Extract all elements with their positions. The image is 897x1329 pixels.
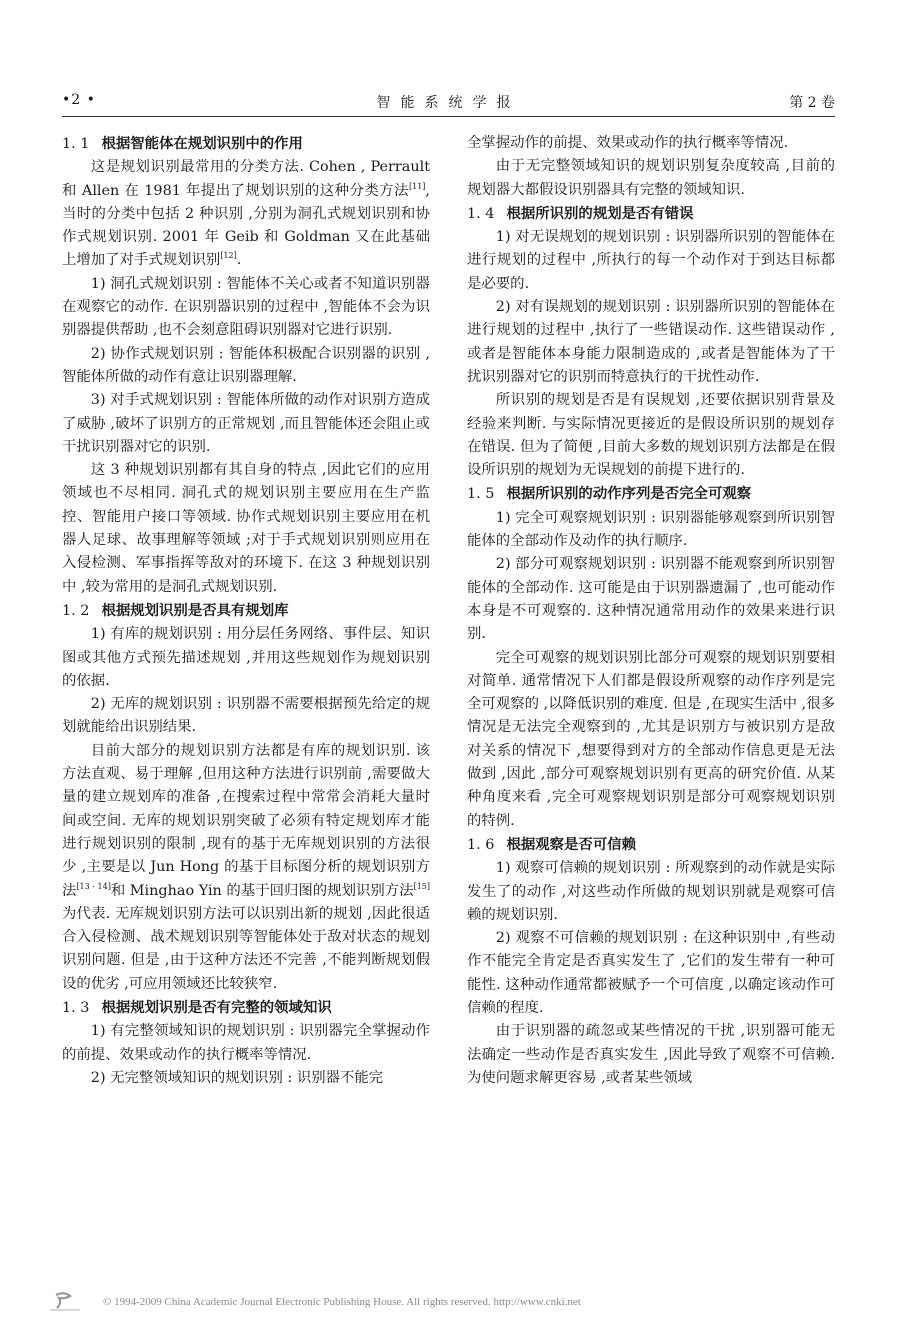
- section-number: 1. 6: [467, 836, 495, 853]
- running-header: [62, 92, 835, 114]
- section-title: 根据智能体在规划识别中的作用: [101, 135, 303, 152]
- paragraph: 1) 对无误规划的规划识别 : 识别器所识别的智能体在进行规划的过程中 ,所执行的每一个动作对于到达目标都是必要的.: [467, 229, 835, 292]
- section-title: 根据所识别的规划是否有错误: [506, 204, 694, 222]
- paragraph: 2) 无完整领域知识的规划识别 : 识别器不能完: [90, 1069, 384, 1086]
- paragraph: 完全可观察的规划识别比部分可观察的规划识别要相对简单. 通常情况下人们都是假设所观察的动作序列是完全可观察的 ,以降低识别的难度. 但是 ,在现实生活中 ,很多情况是无法完全观察到的 ,尤其是识别方与被识别方是敌对关系的情况下 ,想要得到对方的全部动作信息更是无法做到 ,因此 ,部分可观察规划识别有更高的研究价值. 从某种角度来看 ,完全可观察规划识别是部分可观察规划识别的特例.: [467, 649, 835, 829]
- citation-ref: [12]: [220, 251, 237, 261]
- section-number: 1. 3: [62, 999, 90, 1016]
- paragraph: 2) 无库的规划识别 : 识别器不需要根据预先给定的规划就能给出识别结果.: [62, 696, 430, 736]
- journal-name: 智能系统学报: [376, 95, 521, 111]
- text-run: .: [236, 252, 242, 269]
- paragraph: [62, 740, 430, 996]
- section-number: 1. 4: [467, 205, 495, 222]
- right-column: [467, 132, 835, 1282]
- paragraph: 2) 观察不可信赖的规划识别 : 在这种识别中 ,有些动作不能完全肯定是否真实发生了 ,它们的发生带有一种可能性. 这种动作通常都被赋予一个可信度 ,以确定该动作可信赖的程度.: [467, 930, 835, 1016]
- section-title: 根据所识别的动作序列是否完全可观察: [506, 485, 752, 503]
- header-rule: [62, 116, 835, 117]
- section-number: 1. 5: [467, 486, 495, 503]
- paragraph: 2) 部分可观察规划识别 : 识别器不能观察到所识别智能体的全部动作. 这可能是由于识别器遗漏了 ,也可能动作本身是不可观察的. 这种情况通常用动作的效果来进行识别.: [467, 556, 835, 643]
- paragraph: 1) 完全可观察规划识别 : 识别器能够观察到所识别智能体的全部动作及动作的执行顺序.: [467, 509, 835, 550]
- section-heading-1-2: [62, 599, 430, 623]
- paragraph: 由于识别器的疏忽或某些情况的干扰 ,识别器可能无法确定一些动作是否真实发生 ,因此导致了观察不可信赖. 为使问题求解更容易 ,或者某些领域: [467, 1023, 835, 1086]
- section-title: 根据规划识别是否有完整的领域知识: [101, 998, 332, 1016]
- section-heading-1-5: [467, 482, 835, 506]
- paragraph: 这 3 种规划识别都有其自身的特点 ,因此它们的应用领域也不尽相同. 洞孔式的规划识别主要应用在生产监控、智能用户接口等领域. 协作式规划识别主要应用在机器人足球、故事理解等领域 ;对于手式规划识别则应用在入侵检测、军事指挥等敌对的环境下. 在这 3 种规划识别中 ,较为常用的是洞孔式规划识别.: [62, 462, 430, 595]
- paragraph: 1) 洞孔式规划识别 : 智能体不关心或者不知道识别器在观察它的动作. 在识别器识别的过程中 ,智能体不会为识别器提供帮助 ,也不会刻意阻碍识别器对它进行识别.: [62, 275, 430, 339]
- section-number: 1. 1: [62, 136, 90, 152]
- section-title: 根据规划识别是否具有规划库: [101, 601, 289, 619]
- copyright-text: © 1994-2009 China Academic Journal Electronic Publishing House. All rights reserved. http://www.cnki.net: [103, 1296, 581, 1308]
- page-number: •2 •: [62, 92, 96, 108]
- text-run: 这是规划识别最常用的分类方法. Cohen , Perrault 和 Allen 在 1981 年提出了规划识别的这种分类方法: [62, 159, 430, 199]
- paragraph: 1) 有完整领域知识的规划识别 : 识别器完全掌握动作的前提、效果或动作的执行概率等情况.: [62, 1023, 430, 1063]
- text-run: 和 Minghao Yin 的基于回归图的规划识别方法: [110, 882, 414, 899]
- copyright-footer: [48, 1291, 848, 1315]
- section-heading-1-3: [62, 996, 430, 1020]
- text-run: 为代表. 无库规划识别方法可以识别出新的规划 ,因此很适合入侵检测、战术规划识别等智能体处于敌对状态的规划识别问题. 但是 ,由于这种方法还不完善 ,不能判断规划假设的优劣 ,可应用领域还比较狭窄.: [62, 905, 430, 992]
- section-heading-1-4: [467, 202, 835, 226]
- paragraph: 1) 观察可信赖的规划识别 : 所观察到的动作就是实际发生了的动作 ,对这些动作所做的规划识别就是观察可信赖的规划识别.: [467, 860, 835, 923]
- paragraph: 所识别的规划是否是有误规划 ,还要依据识别背景及经验来判断. 与实际情况更接近的是假设所识别的规划存在错误. 但为了简便 ,目前大多数的规划识别方法都是在假设所识别的规划为无误规划的前提下进行的.: [467, 392, 835, 479]
- paragraph: 3) 对手式规划识别 : 智能体所做的动作对识别方造成了威胁 ,破坏了识别方的正常规划 ,而且智能体还会阻止或干扰识别器对它的识别.: [62, 392, 430, 455]
- volume-label: 第 2 卷: [789, 95, 835, 111]
- section-heading-1-6: [467, 833, 835, 857]
- cnki-logo-icon: [48, 1291, 82, 1313]
- section-heading-1-1: [62, 132, 430, 156]
- citation-ref: [13 - 14]: [76, 881, 111, 891]
- text-run: 目前大部分的规划识别方法都是有库的规划识别. 该方法直观、易于理解 ,但用这种方法进行识别前 ,需要做大量的建立规划库的准备 ,在搜索过程中常常会消耗大量时间或空间. 无库的规划识别突破了必须有特定规划库才能进行规划识别的限制 ,现有的基于无库规划识别的方法很少 ,主要是以 Jun Hong 的基于目标图分析的规划识别方法: [62, 742, 430, 899]
- paragraph: 全掌握动作的前提、效果或动作的执行概率等情况.: [467, 135, 789, 151]
- paragraph: 2) 协作式规划识别 : 智能体积极配合识别器的识别 ,智能体所做的动作有意让识别器理解.: [62, 345, 430, 385]
- paragraph: 由于无完整领域知识的规划识别复杂度较高 ,目前的规划器大都假设识别器具有完整的领域知识.: [467, 158, 835, 198]
- text-run: ,当时的分类中包括 2 种识别 ,分别为洞孔式规划识别和协作式规划识别. 2001 年 Geib 和 Goldman 又在此基础上增加了对手式规划识别: [62, 182, 430, 269]
- section-title: 根据观察是否可信赖: [506, 835, 636, 853]
- paragraph: 2) 对有误规划的规划识别 : 识别器所识别的智能体在进行规划的过程中 ,执行了一些错误动作. 这些错误动作 ,或者是智能体本身能力限制造成的 ,或者是智能体为了干扰识别器对它的识别而特意执行的干扰性动作.: [467, 299, 835, 385]
- citation-ref: [11]: [409, 181, 426, 191]
- paragraph: 1) 有库的规划识别 : 用分层任务网络、事件层、知识图或其他方式预先描述规划 ,并用这些规划作为规划识别的依据.: [62, 626, 430, 689]
- section-number: 1. 2: [62, 602, 90, 619]
- left-column: [62, 132, 430, 1282]
- paragraph: [62, 156, 430, 272]
- citation-ref: [15]: [413, 881, 430, 891]
